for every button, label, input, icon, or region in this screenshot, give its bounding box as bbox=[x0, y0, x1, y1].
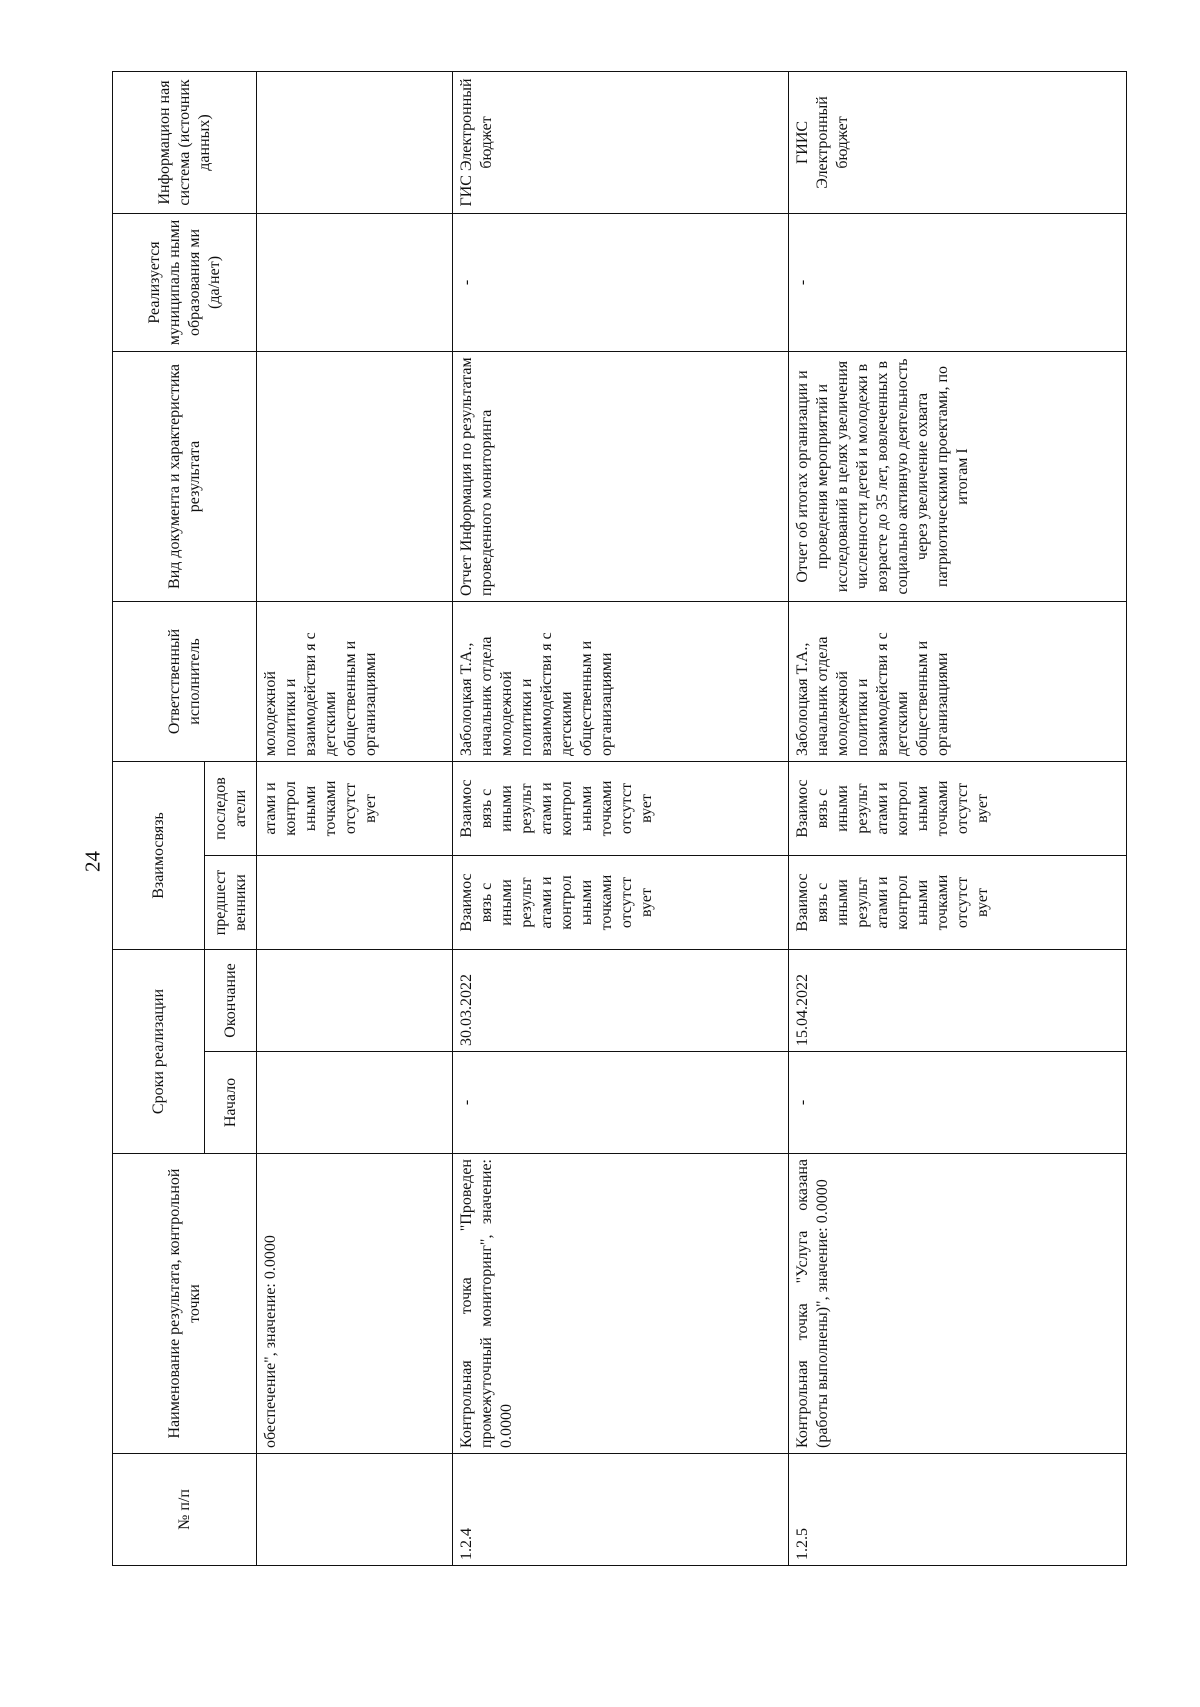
cell-end: 15.04.2022 bbox=[789, 949, 1127, 1051]
cell-start bbox=[257, 1052, 453, 1154]
cell-info-system: ГИИС Электронный бюджет bbox=[789, 71, 1127, 213]
header-predecessors: предшест венники bbox=[205, 855, 257, 949]
cell-responsible: Заболоцкая Т.А., начальник отдела молодежной политики и взаимодействи я с детскими общественным и организациями bbox=[789, 601, 1127, 761]
page-number: 24 bbox=[80, 851, 105, 872]
table-row bbox=[789, 71, 1127, 1565]
cell-municipal: - bbox=[789, 213, 1127, 351]
rotated-table-container bbox=[112, 72, 1126, 1566]
header-info-system: Информацион ная система (источник данных) bbox=[113, 71, 257, 213]
implementation-plan-table bbox=[112, 71, 1127, 1566]
header-municipal: Реализуется муниципаль ными образования ми (да/нет) bbox=[113, 213, 257, 351]
header-row-top bbox=[113, 71, 205, 1565]
cell-document: Отчет об итогах организации и проведения мероприятий и исследований в целях увеличения численности детей и молодежи в возрасте до 35 лет, вовлеченных в социально активную деятельность через увеличение охвата патриотическими проектами, по итогам I bbox=[789, 351, 1127, 601]
table-row bbox=[453, 71, 789, 1565]
header-successors: последов атели bbox=[205, 761, 257, 855]
cell-predecessors bbox=[257, 855, 453, 949]
cell-info-system: ГИС Электронный бюджет bbox=[453, 71, 789, 213]
cell-name: Контрольная точка "Услуга оказана (работы выполнены)", значение: 0.0000 bbox=[789, 1154, 1127, 1454]
cell-municipal: - bbox=[453, 213, 789, 351]
cell-info-system bbox=[257, 71, 453, 213]
header-responsible: Ответственный исполнитель bbox=[113, 601, 257, 761]
cell-successors: атами и контрол ьными точками отсутст вует bbox=[257, 761, 453, 855]
header-end: Окончание bbox=[205, 949, 257, 1051]
header-num: № п/п bbox=[113, 1454, 257, 1566]
table-row bbox=[257, 71, 453, 1565]
cell-num: 1.2.4 bbox=[453, 1454, 789, 1566]
cell-predecessors: Взаимос вязь с иными результ атами и контрол ьными точками отсутст вует bbox=[453, 855, 789, 949]
cell-responsible: молодежной политики и взаимодействи я с детскими общественным и организациями bbox=[257, 601, 453, 761]
cell-num: 1.2.5 bbox=[789, 1454, 1127, 1566]
cell-successors: Взаимос вязь с иными результ атами и контрол ьными точками отсутст вует bbox=[453, 761, 789, 855]
header-name: Наименование результата, контрольной точки bbox=[113, 1154, 257, 1454]
cell-successors: Взаимос вязь с иными результ атами и контрол ьными точками отсутст вует bbox=[789, 761, 1127, 855]
header-link: Взаимосвязь bbox=[113, 761, 205, 949]
cell-start: - bbox=[453, 1052, 789, 1154]
cell-name: обеспечение", значение: 0.0000 bbox=[257, 1154, 453, 1454]
header-terms: Сроки реализации bbox=[113, 949, 205, 1153]
cell-name: Контрольная точка "Проведен промежуточный мониторинг", значение: 0.0000 bbox=[453, 1154, 789, 1454]
cell-end bbox=[257, 949, 453, 1051]
cell-start: - bbox=[789, 1052, 1127, 1154]
cell-document: Отчет Информация по результатам проведенного мониторинга bbox=[453, 351, 789, 601]
cell-municipal bbox=[257, 213, 453, 351]
header-document: Вид документа и характеристика результата bbox=[113, 351, 257, 601]
header-start: Начало bbox=[205, 1052, 257, 1154]
cell-document bbox=[257, 351, 453, 601]
table-frame bbox=[112, 72, 1126, 1566]
cell-num bbox=[257, 1454, 453, 1566]
cell-responsible: Заболоцкая Т.А., начальник отдела молодежной политики и взаимодействи я с детскими общественным и организациями bbox=[453, 601, 789, 761]
cell-predecessors: Взаимос вязь с иными результ атами и контрол ьными точками отсутст вует bbox=[789, 855, 1127, 949]
cell-end: 30.03.2022 bbox=[453, 949, 789, 1051]
